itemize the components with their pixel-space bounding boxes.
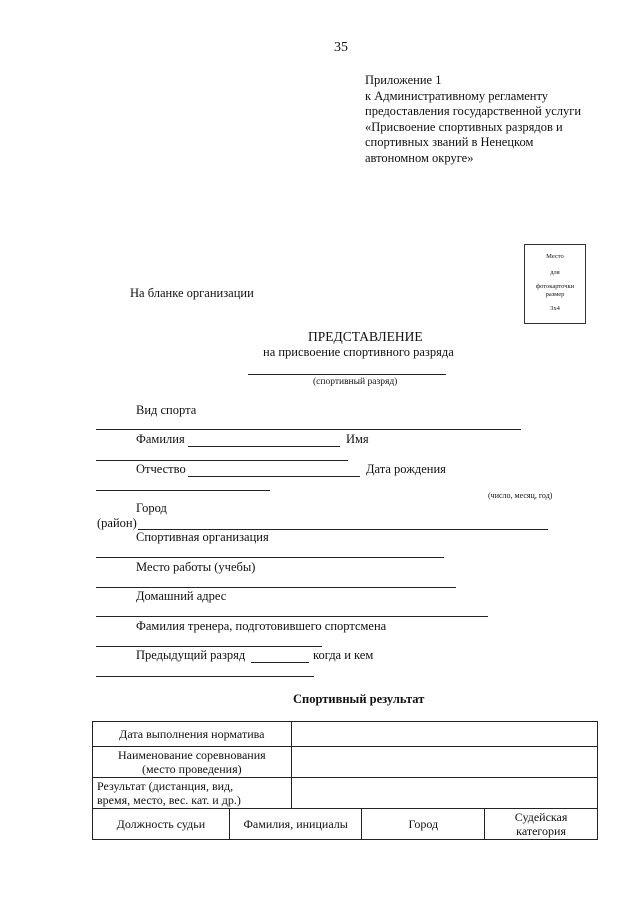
photo-box — [524, 244, 586, 324]
table-row — [93, 747, 598, 778]
competition-label-line: (место проведения) — [142, 762, 242, 776]
judge-category-line: категория — [516, 824, 566, 838]
rank-line[interactable] — [248, 374, 446, 375]
patronymic-label: Отчество — [136, 462, 186, 476]
date-completed-cell[interactable] — [291, 722, 597, 747]
home-address-line[interactable] — [96, 616, 488, 617]
date-hint: (число, месяц, год) — [488, 491, 553, 500]
district-label: (район) — [97, 516, 137, 530]
judge-category-line: Судейская — [514, 810, 568, 824]
workplace-line[interactable] — [96, 587, 456, 588]
appendix-line: спортивных званий в Ненецком — [365, 135, 534, 149]
when-by-line[interactable] — [96, 676, 314, 677]
appendix-line: Приложение 1 — [365, 73, 442, 87]
document-title: ПРЕДСТАВЛЕНИЕ — [308, 329, 423, 344]
photo-box-line: размер — [545, 291, 565, 299]
table-row — [93, 722, 598, 747]
date-completed-label: Дата выполнения норматива — [93, 722, 292, 747]
coach-label: Фамилия тренера, подготовившего спортсмена — [136, 619, 387, 633]
name-line[interactable] — [96, 460, 348, 461]
appendix-line: «Присвоение спортивных разрядов и — [365, 119, 563, 134]
judge-name-header: Фамилия, инициалы — [229, 809, 362, 840]
when-by-label: когда и кем — [313, 648, 374, 662]
result-label-line: Результат (дистанция, вид, — [97, 779, 234, 793]
photo-box-line: 3х4 — [550, 305, 560, 313]
surname-label: Фамилия — [136, 432, 185, 446]
result-cell[interactable] — [291, 778, 597, 809]
rank-caption: (спортивный разряд) — [313, 377, 398, 387]
table-row — [93, 809, 598, 840]
sport-label: Вид спорта — [136, 403, 197, 417]
appendix-line: автономном округе» — [365, 150, 474, 165]
photo-box-line: фотокарточки — [535, 282, 575, 290]
document-subtitle: на присвоение спортивного разряда — [263, 345, 454, 359]
sport-line[interactable] — [96, 429, 521, 430]
appendix-block — [365, 73, 581, 166]
judge-category-header — [485, 809, 598, 840]
birthdate-label: Дата рождения — [366, 462, 446, 476]
city-label: Город — [136, 501, 167, 515]
letterhead-note: На бланке организации — [130, 286, 254, 300]
sport-org-line[interactable] — [96, 557, 444, 558]
patronymic-line[interactable] — [188, 476, 360, 477]
judge-city-header: Город — [362, 809, 485, 840]
birthdate-line[interactable] — [96, 490, 270, 491]
prev-rank-label: Предыдущий разряд — [136, 648, 246, 662]
competition-label — [93, 747, 292, 778]
home-address-label: Домашний адрес — [136, 589, 227, 603]
photo-box-line: Место — [546, 253, 564, 260]
appendix-line: предоставления государственной услуги — [365, 104, 582, 118]
name-label: Имя — [346, 432, 369, 446]
result-label — [93, 778, 292, 809]
result-table — [92, 721, 598, 840]
table-row — [93, 778, 598, 809]
surname-line[interactable] — [188, 446, 340, 447]
competition-cell[interactable] — [291, 747, 597, 778]
coach-line[interactable] — [96, 646, 322, 647]
sport-org-label: Спортивная организация — [136, 530, 269, 544]
page-number: 35 — [334, 40, 348, 55]
result-heading: Спортивный результат — [293, 692, 425, 706]
competition-label-line: Наименование соревнования — [117, 748, 266, 762]
judge-position-header: Должность судьи — [93, 809, 230, 840]
photo-box-line: для — [550, 268, 560, 276]
prev-rank-line[interactable] — [251, 662, 309, 663]
result-label-line: время, место, вес. кат. и др.) — [97, 793, 241, 807]
appendix-line: к Административному регламенту — [365, 88, 549, 103]
workplace-label: Место работы (учебы) — [136, 560, 256, 574]
